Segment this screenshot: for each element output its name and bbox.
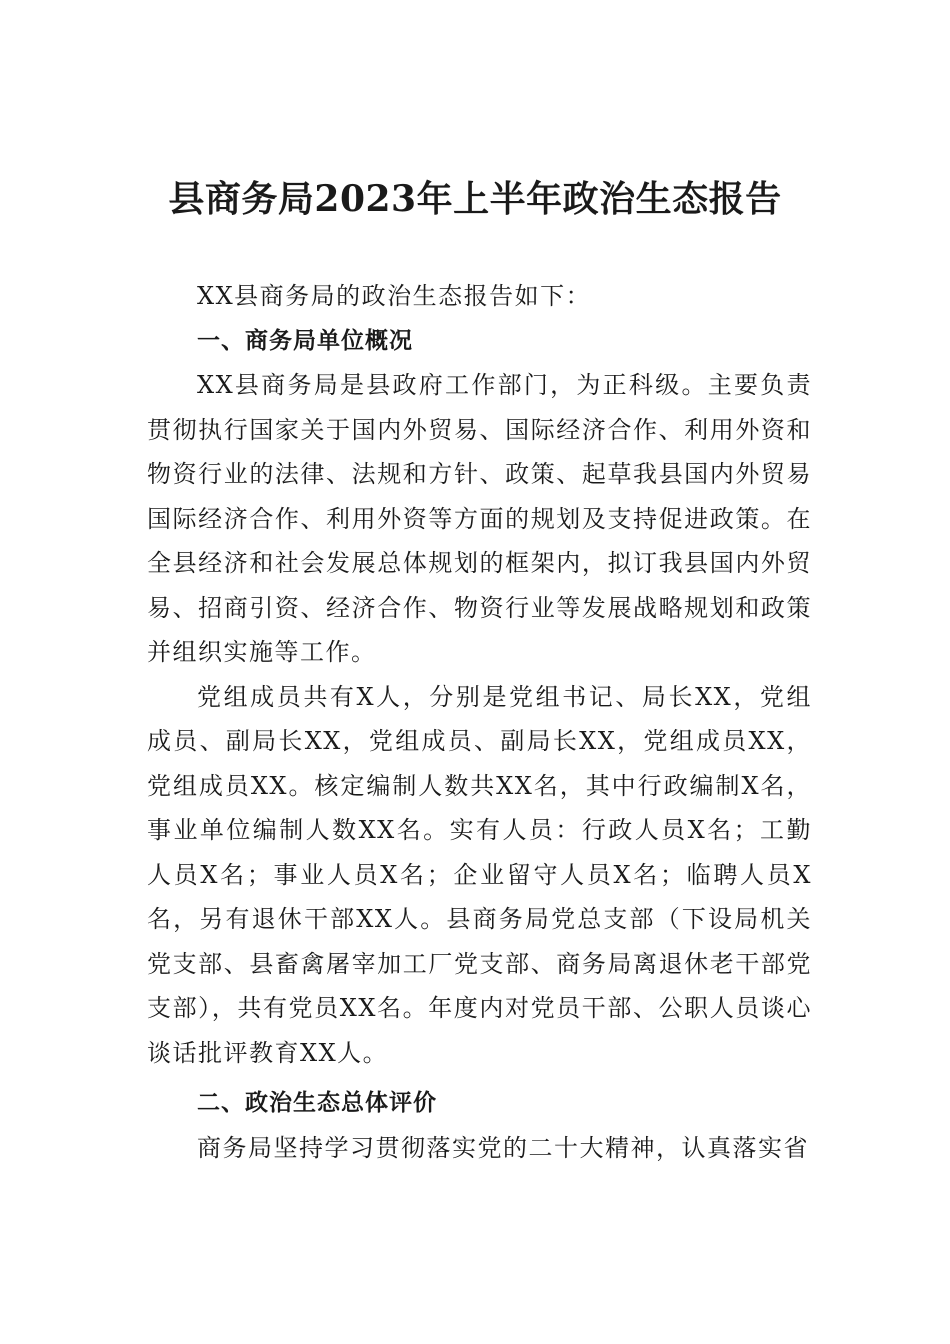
intro-paragraph: XX县商务局的政治生态报告如下：: [197, 282, 592, 310]
section-2-heading: 二、政治生态总体评价: [197, 1090, 437, 1116]
section-1-heading: 一、商务局单位概况: [197, 327, 413, 354]
section-1-paragraph-2: 党组成员共有X人，分别是党组书记、局长XX，党组成员、副局长XX，党组成员、副局长XX，党组成员XX，党组成员XX。核定编制人数共XX名，其中行政编制X名，事业单位编制人数XX名。实有人员：行政人员X名；工勤人员X名；事业人员X名；企业留守人员X名；临聘人员X名，另有退休干部XX人。县商务局党总支部（下设局机关党支部、县畜禽屠宰加工厂党支部、商务局离退休老干部党支部），共有党员XX名。年度内对党员干部、公职人员谈心谈话批评教育XX人。: [147, 682, 812, 1067]
section-2-paragraph-1: 商务局坚持学习贯彻落实党的二十大精神，认真落实省: [197, 1133, 809, 1162]
document-title: 县商务局2023年上半年政治生态报告: [168, 178, 782, 220]
section-1-paragraph-1: XX县商务局是县政府工作部门，为正科级。主要负责贯彻执行国家关于国内外贸易、国际经济合作、利用外资和物资行业的法律、法规和方针、政策、起草我县国内外贸易国际经济合作、利用外资等方面的规划及支持促进政策。在全县经济和社会发展总体规划的框架内，拟订我县国内外贸易、招商引资、经济合作、物资行业等发展战略规划和政策并组织实施等工作。: [147, 371, 812, 666]
document-body: [147, 274, 812, 1170]
